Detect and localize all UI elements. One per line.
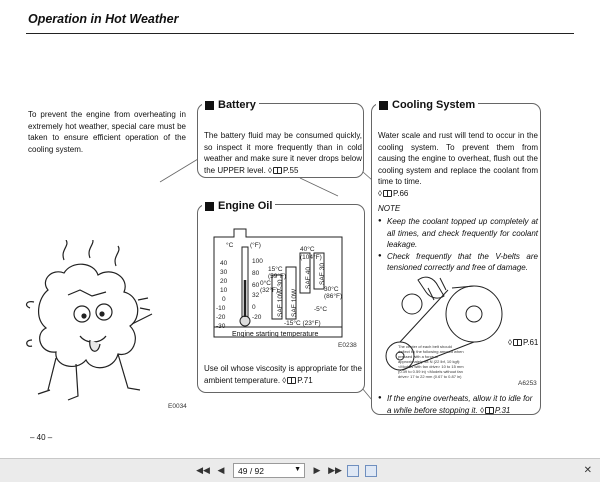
- svg-text:20: 20: [220, 278, 228, 285]
- intro-paragraph: To prevent the engine from overheating in extremely hot weather, special care must be taken to ensure efficient operation of the cooling system.: [28, 110, 186, 154]
- book-icon: [485, 407, 494, 414]
- svg-text:(59°F): (59°F): [268, 273, 287, 280]
- svg-text:(32°F): (32°F): [260, 287, 279, 294]
- svg-text:40°C: 40°C: [300, 246, 315, 253]
- svg-text:0: 0: [222, 296, 226, 303]
- svg-text:60: 60: [252, 282, 260, 289]
- svg-text:0: 0: [252, 304, 256, 311]
- book-icon: [287, 377, 296, 384]
- svg-text:(86°F): (86°F): [324, 293, 343, 300]
- cooling-text: Water scale and rust will tend to occur in the cooling system. To prevent them from causing the engine to overheat, flush out the cooling system and replace the coolant from time to time.: [378, 131, 538, 186]
- note-item: ● Keep the coolant topped up completely at all times, and check frequently for coolant leakage.: [378, 216, 538, 251]
- two-page-icon[interactable]: [365, 465, 377, 477]
- note-label: NOTE: [378, 204, 401, 213]
- square-bullet-icon: [205, 202, 214, 211]
- svg-text:30: 30: [220, 269, 228, 276]
- last-page-icon[interactable]: ▶▶: [328, 465, 342, 475]
- cooling-notes: [378, 216, 538, 274]
- book-icon: [513, 339, 522, 346]
- chevron-down-icon[interactable]: ▼: [294, 466, 301, 473]
- note-item: ● Check frequently that the V-belts are tensioned correctly and free of damage.: [378, 251, 538, 274]
- engine-oil-body: [204, 363, 362, 386]
- svg-text:80: 80: [252, 270, 260, 277]
- cooling-heading-text: Cooling System: [392, 99, 476, 111]
- page-number-field[interactable]: [233, 463, 305, 478]
- cooling-system-section: [371, 99, 541, 415]
- cooling-body: [378, 130, 538, 199]
- battery-heading: [202, 99, 259, 111]
- engine-oil-heading: [202, 200, 275, 212]
- square-bullet-icon: [205, 101, 214, 110]
- svg-text:-20: -20: [252, 314, 262, 321]
- page-title: Operation in Hot Weather: [28, 12, 179, 26]
- svg-text:0°C: 0°C: [260, 280, 271, 287]
- engine-oil-section: [197, 200, 365, 393]
- svg-text:15°C: 15°C: [268, 266, 283, 273]
- previous-page-icon[interactable]: ◀: [217, 465, 225, 475]
- oil-figure-code: E0238: [338, 342, 357, 349]
- battery-body: [204, 130, 362, 176]
- cooling-heading: [376, 99, 478, 111]
- engine-oil-text: Use oil whose viscosity is appropriate for the ambient temperature.: [204, 364, 362, 385]
- battery-section: [197, 99, 364, 178]
- battery-page-ref[interactable]: ◊ P.55: [268, 165, 299, 175]
- svg-text:40: 40: [220, 260, 228, 267]
- final-page-ref[interactable]: ◊ P.31: [479, 405, 511, 415]
- battery-text: The battery fluid may be consumed quickly, so inspect it more frequently than in cold weather and make sure it never drops below the UPPER level.: [204, 131, 362, 175]
- svg-text:-10: -10: [216, 305, 226, 312]
- svg-text:SAE 10W-30: SAE 10W-30: [277, 279, 284, 317]
- svg-text:SAE 10W: SAE 10W: [291, 288, 298, 317]
- overheated-engine-illustration: [20, 240, 170, 410]
- square-bullet-icon: [379, 101, 388, 110]
- cooling-page-ref[interactable]: ◊ P.66: [378, 188, 409, 198]
- page-number-value: 49 / 92: [238, 465, 264, 476]
- belt-deflection-note: The center of each belt should deflect by the following amount when pressed with a force of approximately 98 N (22 lbf, 10 kgf): <Models with fan drive> 10 to 15 mm (0.39 to 0.59 in) <Models without fan drive> 17 to 22 mm (0.67 to 0.87 in): [398, 344, 464, 379]
- page-navigation: [197, 463, 377, 478]
- cooling-figure-code: A6253: [518, 380, 537, 387]
- viewer-toolbar: [0, 458, 600, 482]
- illustration-code: E0034: [168, 403, 187, 410]
- engine-oil-heading-text: Engine Oil: [218, 200, 273, 212]
- svg-text:32: 32: [252, 292, 260, 299]
- svg-text:10: 10: [220, 287, 228, 294]
- figure-page-ref[interactable]: ◊ P.61: [508, 338, 539, 347]
- fahrenheit-label: (°F): [250, 242, 261, 249]
- page-number: – 40 –: [30, 433, 53, 442]
- first-page-icon[interactable]: ◀◀: [196, 465, 210, 475]
- cooling-final-note: [378, 393, 538, 416]
- book-icon: [273, 167, 282, 174]
- engine-oil-page-ref[interactable]: ◊ P.71: [282, 375, 313, 385]
- next-page-icon[interactable]: ▶: [313, 465, 321, 475]
- battery-heading-text: Battery: [218, 99, 256, 111]
- oil-chart-caption: Engine starting temperature: [232, 331, 319, 338]
- single-page-icon[interactable]: [347, 465, 359, 477]
- celsius-label: °C: [226, 242, 234, 249]
- note-item: ● If the engine overheats, allow it to idle for a while before stopping it. ◊ P.31: [378, 393, 538, 416]
- svg-text:SAE 30: SAE 30: [319, 262, 326, 285]
- close-icon[interactable]: ✕: [583, 465, 592, 476]
- svg-text:30°C: 30°C: [324, 286, 339, 293]
- svg-text:(104°F): (104°F): [300, 254, 322, 261]
- svg-text:-20: -20: [216, 314, 226, 321]
- svg-text:-30: -30: [216, 323, 226, 330]
- book-icon: [383, 190, 392, 197]
- svg-text:100: 100: [252, 258, 263, 265]
- svg-text:-5°C: -5°C: [314, 306, 328, 313]
- svg-text:-15°C (23°F): -15°C (23°F): [284, 320, 321, 327]
- svg-text:SAE 40: SAE 40: [305, 266, 312, 289]
